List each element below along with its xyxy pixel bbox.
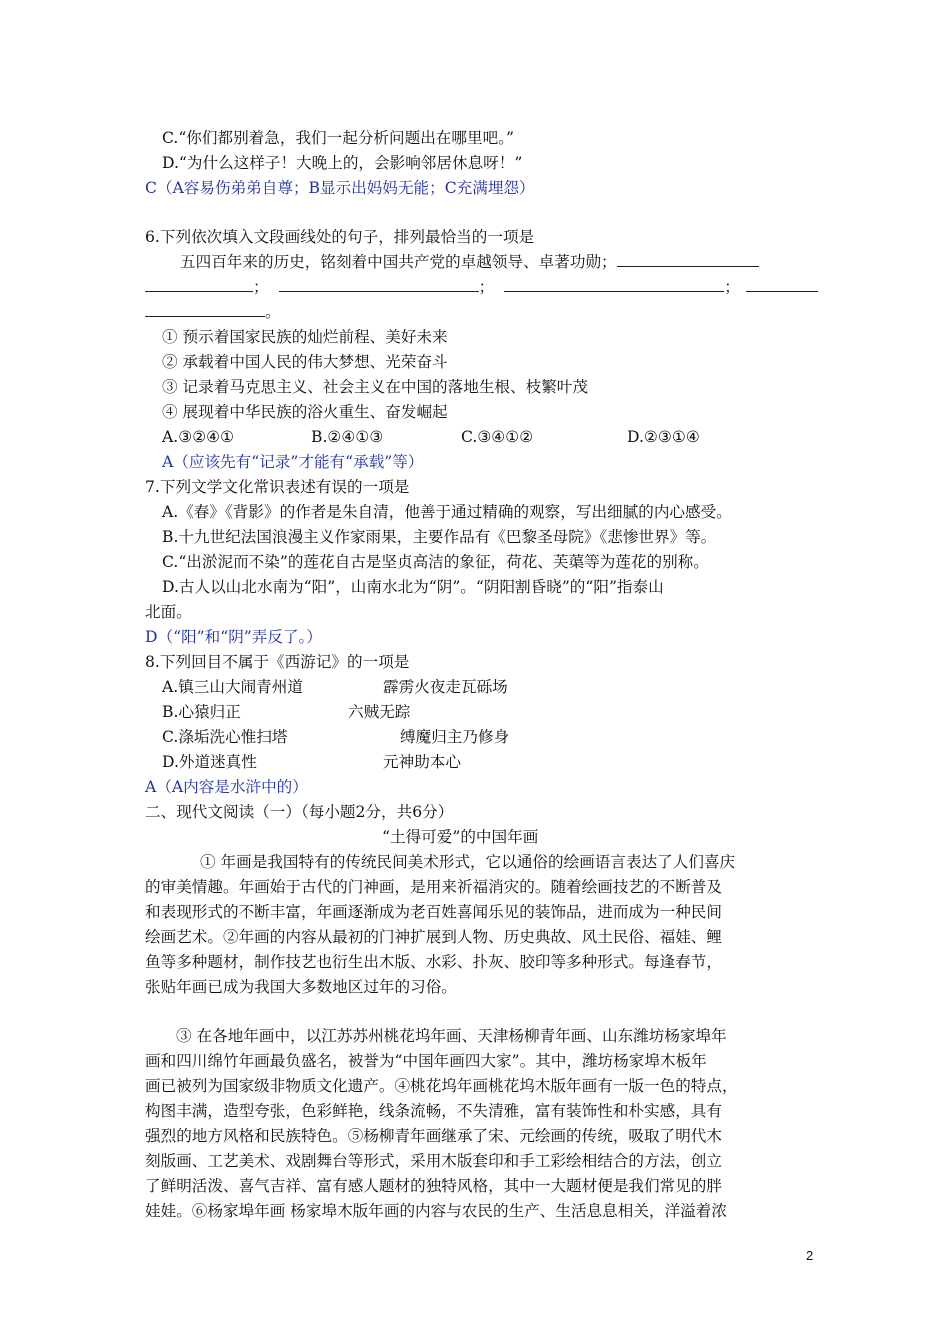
page-number: 2 — [806, 1248, 814, 1263]
q6-answer: A（应该先有“记录”才能有“承载”等） — [162, 453, 424, 471]
q6-item-3: ③ 记录着马克思主义、社会主义在中国的落地生根、枝繁叶茂 — [162, 378, 588, 396]
q6-item-4: ④ 展现着中华民族的浴火重生、奋发崛起 — [162, 403, 448, 421]
q6-option-c: C.③④①② — [461, 428, 534, 446]
q5-option-d: D.“为什么这样子！大晚上的，会影响邻居休息呀！” — [162, 154, 523, 172]
para1-line: ① 年画是我国特有的传统民间美术形式，它以通俗的绘画语言表达了人们喜庆 — [200, 853, 736, 871]
blank-line — [746, 275, 818, 292]
q8-option-b-left: B.心猿归正 — [162, 703, 241, 721]
q8-stem: 8.下列回目不属于《西游记》的一项是 — [145, 653, 410, 671]
q6-passage-line3 — [145, 300, 281, 324]
q6-option-b: B.②④①③ — [311, 428, 384, 446]
blank-line — [279, 275, 479, 292]
q7-answer: D（“阳”和“阴”弄反了。） — [145, 628, 322, 646]
q7-option-c: C.“出淤泥而不染”的莲花自古是坚贞高洁的象征，荷花、芙蕖等为莲花的别称。 — [162, 553, 709, 571]
passage-end: 。 — [265, 303, 281, 321]
para2-line: 强烈的地方风格和民族特色。⑤杨柳青年画继承了宋、元绘画的传统，吸取了明代木 — [145, 1127, 722, 1145]
blank-separator: ； — [724, 278, 740, 296]
blank-line — [145, 300, 265, 317]
q8-option-c-right: 缚魔归主乃修身 — [400, 728, 510, 746]
q8-option-a-right: 霹雳火夜走瓦砾场 — [383, 678, 508, 696]
q8-option-d-left: D.外道迷真性 — [162, 753, 257, 771]
blank-line — [617, 250, 759, 267]
q6-passage: 五四百年来的历史，铭刻着中国共产党的卓越领导、卓著功勋； — [180, 253, 617, 271]
para2-line: 画和四川绵竹年画最负盛名，被誉为“中国年画四大家”。其中，潍坊杨家埠木板年 — [145, 1052, 707, 1070]
q6-item-2: ② 承载着中国人民的伟大梦想、光荣奋斗 — [162, 353, 448, 371]
para2-line: 画已被列为国家级非物质文化遗产。④桃花坞年画桃花坞木版年画有一版一色的特点， — [145, 1077, 738, 1095]
q8-option-d-right: 元神助本心 — [383, 753, 461, 771]
para1-line: 的审美情趣。年画始于古代的门神画，是用来祈福消灾的。随着绘画技艺的不断普及 — [145, 878, 722, 896]
q5-answer: C（A容易伤弟弟自尊；B显示出妈妈无能；C充满埋怨） — [145, 179, 535, 197]
q8-answer: A（A内容是水浒中的） — [145, 778, 308, 796]
q5-option-c: C.“你们都别着急，我们一起分析问题出在哪里吧。” — [162, 129, 514, 147]
blank-line — [504, 275, 724, 292]
section-heading: 二、现代文阅读（一）（每小题2分，共6分） — [145, 803, 454, 821]
q8-option-b-right: 六贼无踪 — [348, 703, 411, 721]
q7-option-d-cont: 北面。 — [145, 603, 192, 621]
q6-stem: 6.下列依次填入文段画线处的句子，排列最恰当的一项是 — [145, 228, 535, 246]
q6-option-a: A.③②④① — [162, 428, 235, 446]
q6-option-d: D.②③①④ — [627, 428, 700, 446]
para2-line: 娃娃。⑥杨家埠年画 杨家埠木版年画的内容与农民的生产、生活息息相关，洋溢着浓 — [145, 1202, 727, 1220]
para2-line: ③ 在各地年画中，以江苏苏州桃花坞年画、天津杨柳青年画、山东潍坊杨家埠年 — [176, 1027, 727, 1045]
para1-line: 和表现形式的不断丰富，年画逐渐成为老百姓喜闻乐见的装饰品，进而成为一种民间 — [145, 903, 722, 921]
q7-stem: 7.下列文学文化常识表述有误的一项是 — [145, 478, 410, 496]
para1-line: 张贴年画已成为我国大多数地区过年的习俗。 — [145, 978, 457, 996]
para1-line: 绘画艺术。②年画的内容从最初的门神扩展到人物、历史典故、风土民俗、福娃、鲤 — [145, 928, 722, 946]
q6-item-1: ① 预示着国家民族的灿烂前程、美好未来 — [162, 328, 448, 346]
blank-separator: ； — [478, 278, 495, 296]
article-title: “土得可爱”的中国年画 — [382, 828, 539, 846]
q8-option-a-left: A.镇三山大闹青州道 — [162, 678, 303, 696]
blank-line — [145, 275, 253, 292]
para2-line: 了鲜明活泼、喜气吉祥、富有感人题材的独特风格，其中一大题材便是我们常见的胖 — [145, 1177, 722, 1195]
para2-line: 刻版画、工艺美术、戏剧舞台等形式，采用木版套印和手工彩绘相结合的方法，创立 — [145, 1152, 722, 1170]
q7-option-b: B.十九世纪法国浪漫主义作家雨果，主要作品有《巴黎圣母院》《悲惨世界》等。 — [162, 528, 717, 546]
q6-passage-line2 — [145, 275, 818, 299]
q7-option-d: D.古人以山北水南为“阳”，山南水北为“阴”。“阴阳割昏晓”的“阳”指泰山 — [162, 578, 664, 596]
para2-line: 构图丰满，造型夸张，色彩鲜艳，线条流畅，不失清雅，富有装饰性和朴实感，具有 — [145, 1102, 722, 1120]
q8-option-c-left: C.涤垢洗心惟扫塔 — [162, 728, 288, 746]
blank-separator: ； — [253, 278, 269, 296]
para1-line: 鱼等多种题材，制作技艺也衍生出木版、水彩、扑灰、胶印等多种形式。每逢春节， — [145, 953, 722, 971]
q7-option-a: A.《春》《背影》的作者是朱自清，他善于通过精确的观察，写出细腻的内心感受。 — [162, 503, 732, 521]
q6-passage-line1 — [180, 250, 759, 274]
